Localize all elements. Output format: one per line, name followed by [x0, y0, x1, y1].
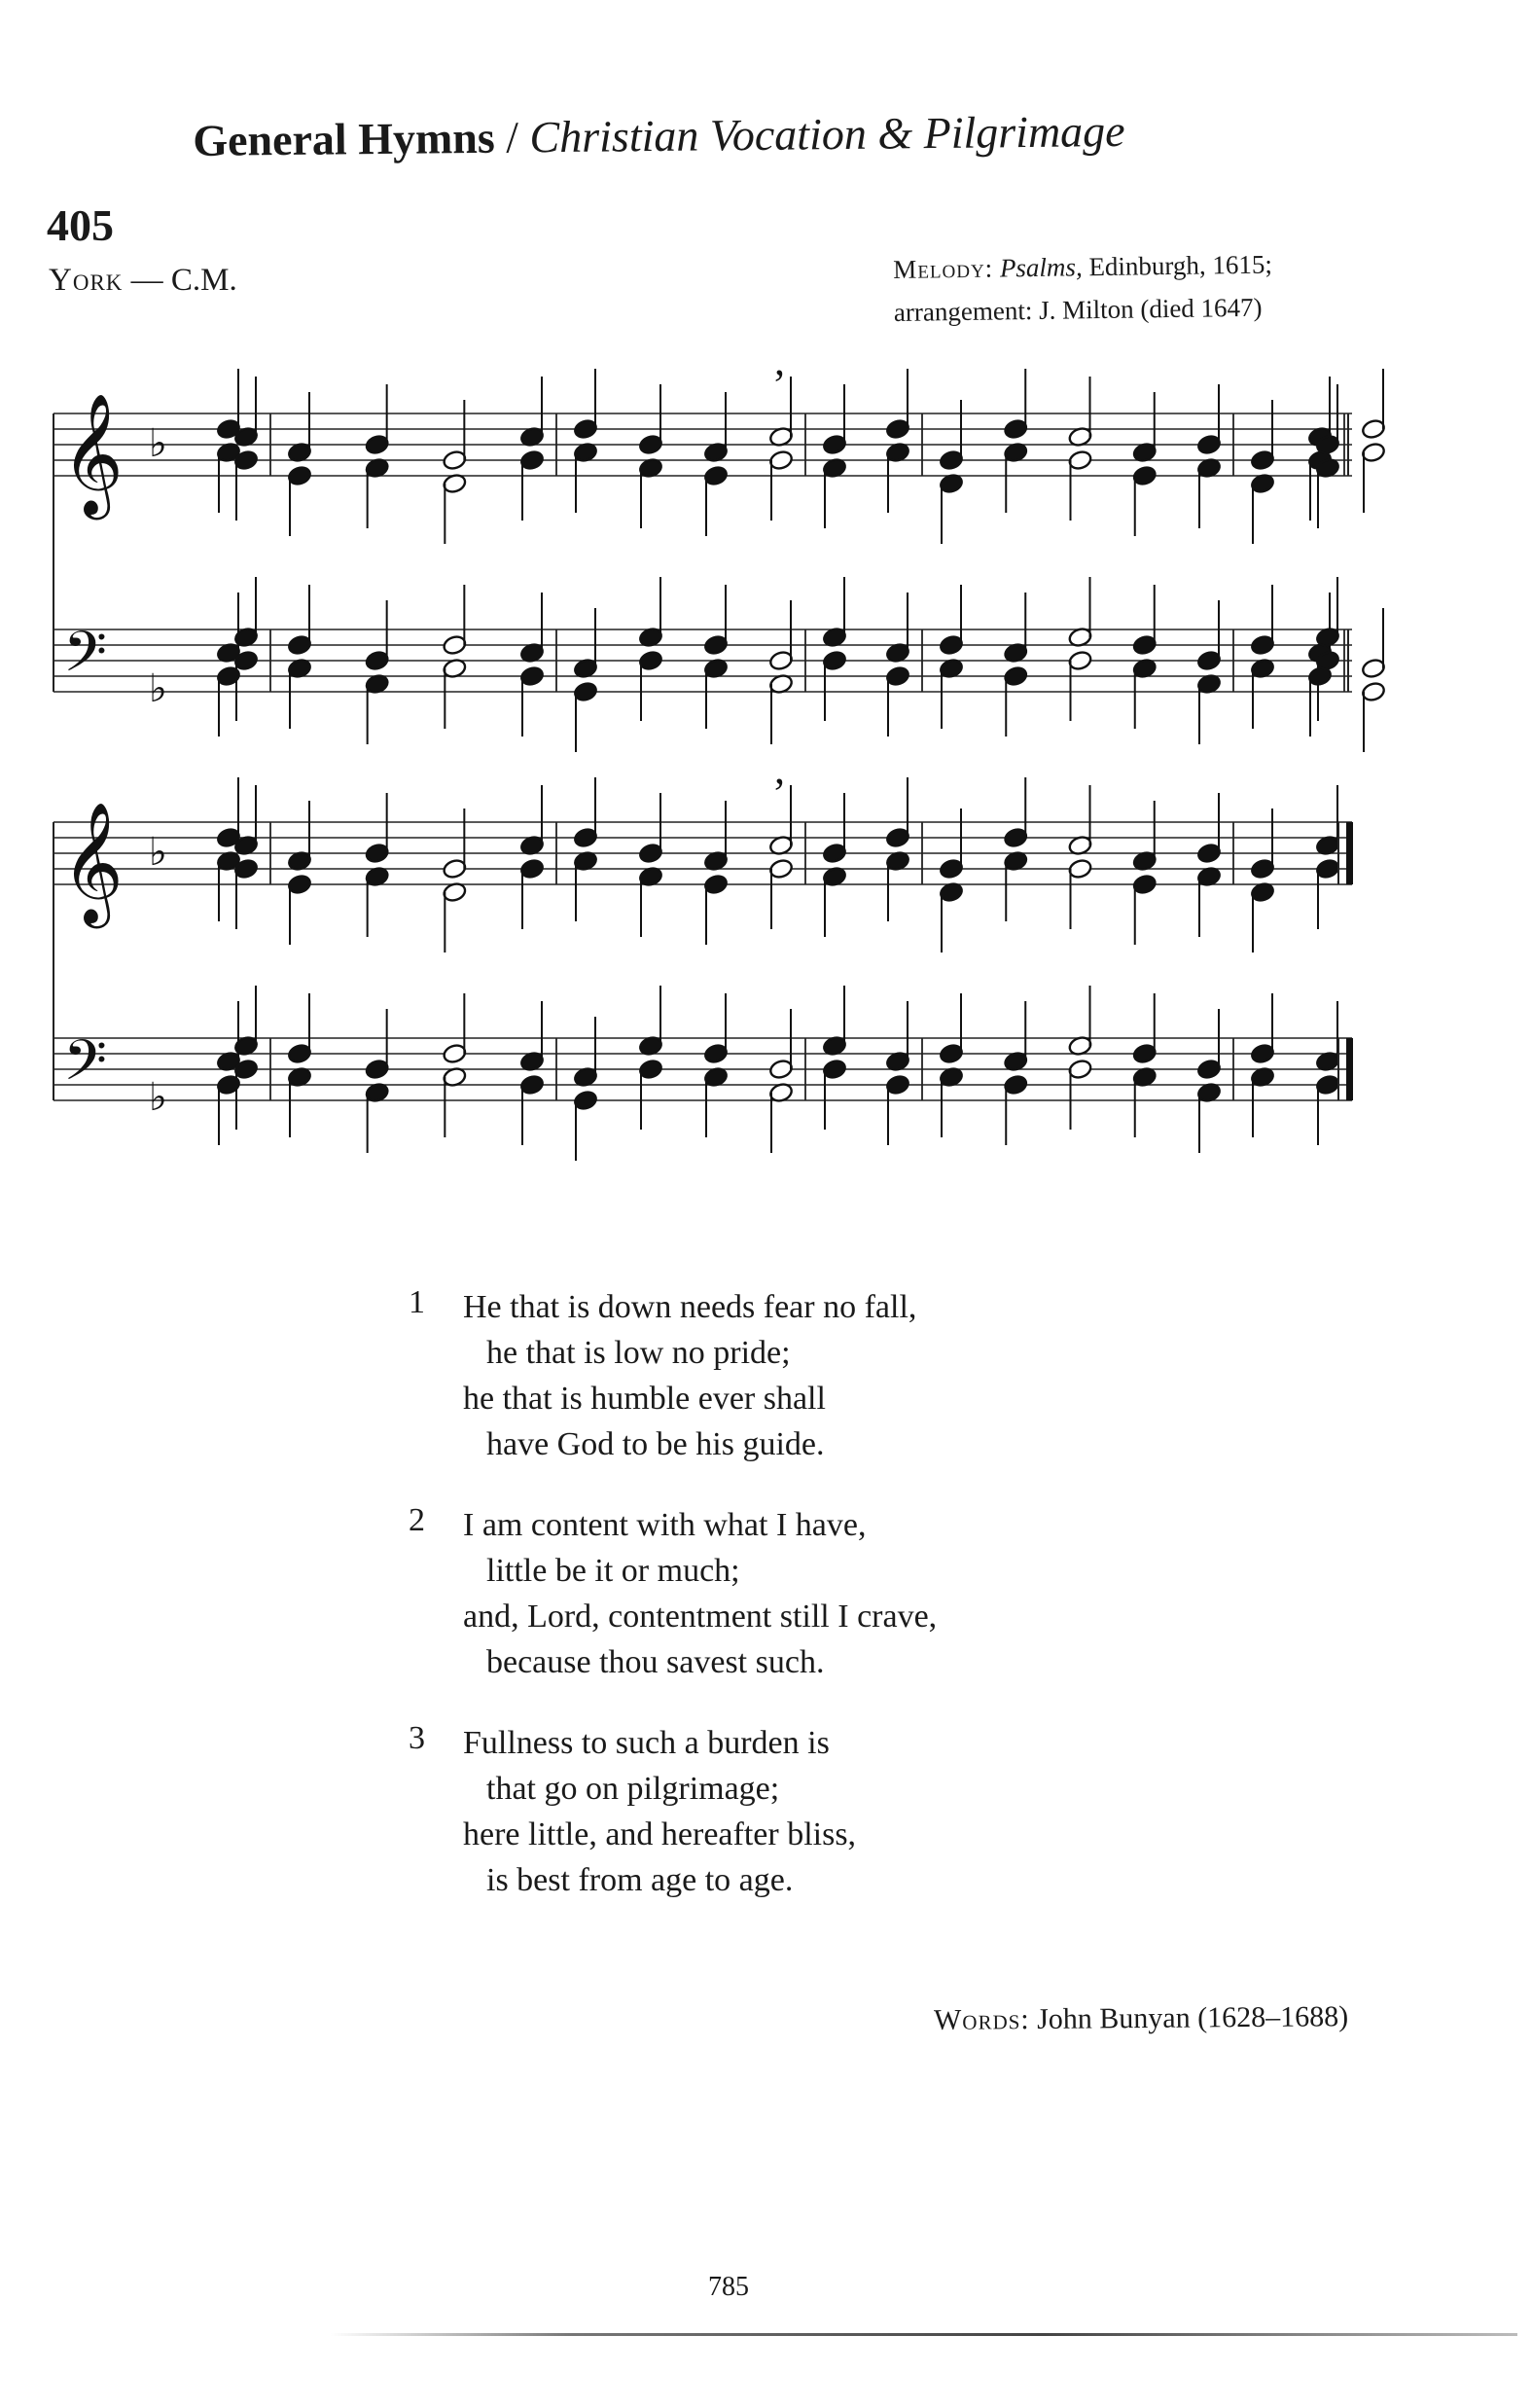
verse-line: he that is low no pride;	[486, 1335, 791, 1371]
verse-number: 2	[409, 1502, 425, 1538]
final-bar-line	[1346, 1038, 1353, 1100]
verse-number: 3	[409, 1720, 425, 1756]
flat-icon: ♭	[149, 666, 167, 711]
bass-clef-icon: 𝄢	[63, 1027, 108, 1107]
meter: — C.M.	[130, 263, 237, 298]
verse-3	[409, 1720, 937, 1903]
melody-source: Psalms,	[999, 252, 1083, 283]
hymn-text	[409, 1284, 937, 1938]
footer-rule	[331, 2333, 1517, 2336]
flat-icon: ♭	[149, 421, 167, 466]
breath-mark: ,	[774, 745, 785, 793]
words-author: John Bunyan (1628–1688)	[1037, 2000, 1349, 2035]
melody-label: Melody:	[893, 253, 994, 284]
melody-rest: Edinburgh, 1615;	[1082, 249, 1273, 282]
words-credit	[934, 2000, 1348, 2037]
verse-line: here little, and hereafter bliss,	[463, 1816, 857, 1852]
verse-number: 1	[409, 1284, 425, 1320]
verse-1	[409, 1284, 937, 1467]
verse-line: is best from age to age.	[486, 1862, 794, 1898]
treble-clef-icon: 𝄞	[61, 393, 124, 515]
hymn-number: 405	[47, 200, 114, 250]
flat-icon: ♭	[149, 1075, 167, 1120]
page-number: 785	[708, 2272, 749, 2302]
words-label: Words:	[933, 2002, 1030, 2036]
verse-line: that go on pilgrimage;	[486, 1771, 780, 1807]
verse-line: Fullness to such a burden is	[463, 1725, 830, 1761]
section-title: General Hymns	[193, 112, 496, 165]
verse-line: because thou savest such.	[486, 1644, 825, 1680]
bass-clef-icon: 𝄢	[63, 619, 108, 699]
subsection-title: Christian Vocation & Pilgrimage	[529, 105, 1125, 162]
verse-line: he that is humble ever shall	[463, 1381, 826, 1417]
final-bar-line	[1346, 822, 1353, 884]
flat-icon: ♭	[149, 830, 167, 875]
arrangement-credit: arrangement: J. Milton (died 1647)	[893, 292, 1263, 327]
verse-line: little be it or much;	[486, 1553, 740, 1589]
treble-clef-icon: 𝄞	[61, 802, 124, 923]
breath-mark: ,	[774, 337, 785, 384]
header-separator: /	[494, 112, 530, 162]
tune-name: York	[49, 263, 124, 298]
verse-line: I am content with what I have,	[463, 1507, 867, 1543]
verse-line: have God to be his guide.	[486, 1426, 825, 1462]
verse-line: and, Lord, contentment still I crave,	[463, 1599, 938, 1635]
verse-2	[409, 1502, 937, 1685]
verse-line: He that is down needs fear no fall,	[463, 1289, 917, 1325]
